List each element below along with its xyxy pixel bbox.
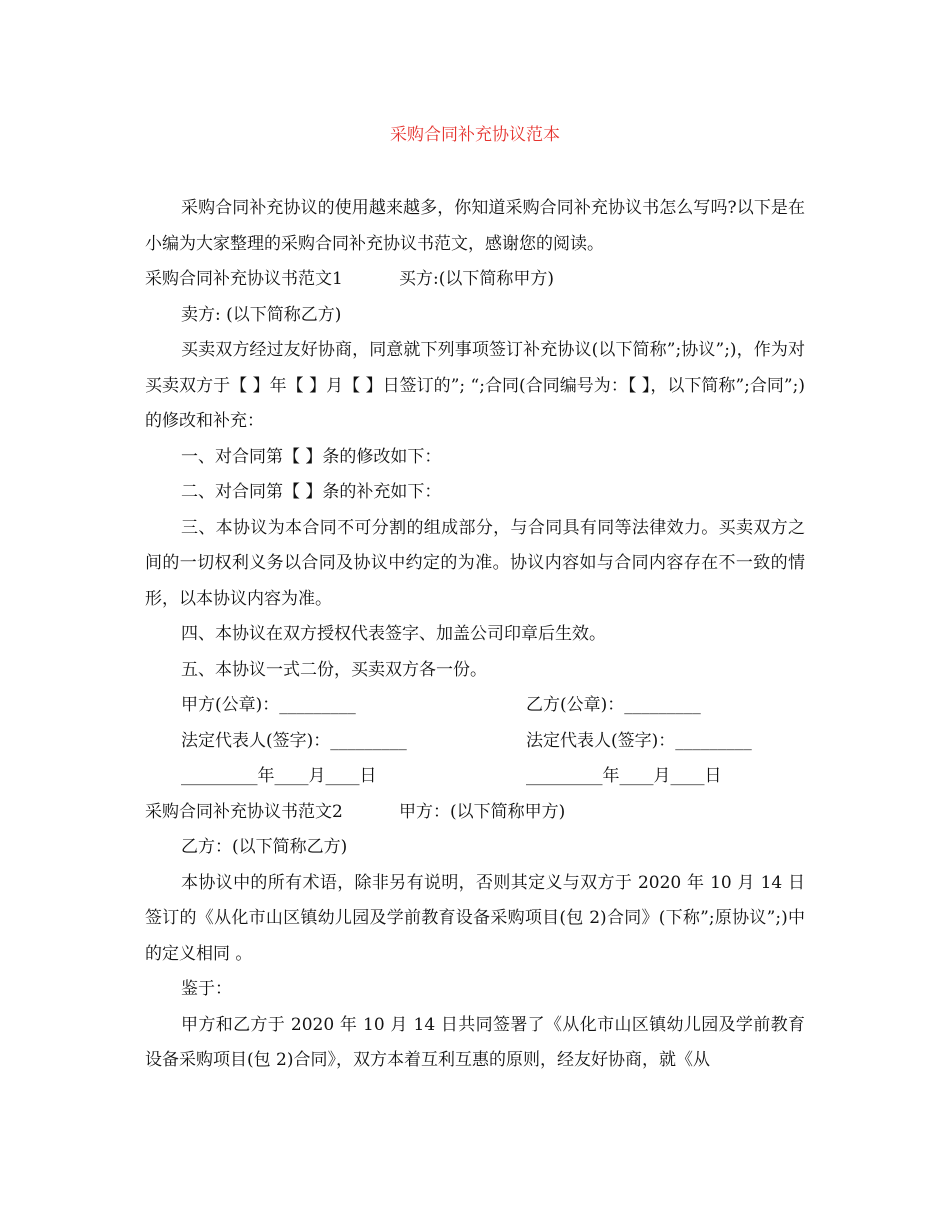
sample1-item-5: 五、本协议一式二份，买卖双方各一份。 [181,659,487,680]
sample2-party-b: 乙方：(以下简称乙方) [181,837,348,857]
sample2-whereas: 鉴于： [181,979,232,999]
party-a-seal: 甲方(公章)：_________ [181,695,356,715]
sample1-item-1: 一、对合同第【 】条的修改如下： [181,446,442,467]
party-b-date: _________年____月____日 [526,766,722,786]
party-b-seal: 乙方(公章)：_________ [526,695,701,715]
sample2-paragraph-2: 甲方和乙方于 2020 年 10 月 14 日共同签署了《从化市山区镇幼儿园及学前教育设备采购项目(包 2)合同》，双方本着互利互惠的原则，经友好协商，就《从 [145,1014,805,1070]
sample2-heading-row [145,795,805,831]
sample1-heading-row [145,262,805,298]
signature-rep-row [145,724,805,760]
sample1-item-4: 四、本协议在双方授权代表签字、加盖公司印章后生效。 [181,624,606,644]
sample1-heading: 采购合同补充协议书范文1 [145,269,343,289]
sample2-paragraph-1: 本协议中的所有术语，除非另有说明，否则其定义与双方于 2020 年 10 月 14 日签订的《从化市山区镇幼儿园及学前教育设备采购项目(包 2)合同》(下称”;原协议”;)中的定义相同 。 [145,872,805,964]
sample1-item-2: 二、对合同第【 】条的补充如下： [181,482,442,502]
sample1-buyer: 买方:(以下简称甲方) [399,269,554,289]
document-body [145,191,805,1079]
party-b-representative: 法定代表人(签字)：_________ [526,730,752,751]
party-a-date: _________年____月____日 [181,766,377,786]
intro-paragraph: 采购合同补充协议的使用越来越多，你知道采购合同补充协议书怎么写吗?以下是在小编为大家整理的采购合同补充协议书范文，感谢您的阅读。 [145,198,805,254]
signature-date-row [145,759,805,795]
sample2-party-a: 甲方：(以下简称甲方) [399,801,566,822]
document-title: 采购合同补充协议范本 [390,125,560,145]
signature-seal-row [145,688,805,724]
sample2-heading: 采购合同补充协议书范文2 [145,801,343,822]
sample1-item-3: 三、本协议为本合同不可分割的组成部分，与合同具有同等法律效力。买卖双方之间的一切权利义务以合同及协议中约定的为准。协议内容如与合同内容存在不一致的情形，以本协议内容为准。 [145,517,805,609]
sample1-seller: 卖方: (以下简称乙方) [181,304,342,325]
party-a-representative: 法定代表人(签字)：_________ [181,730,407,751]
sample1-paragraph: 买卖双方经过友好协商，同意就下列事项签订补充协议(以下简称”;协议”;)，作为对买卖双方于【 】年【 】月【 】日签订的”; “;合同(合同编号为：【 】，以下简称”;合同”;)的修改和补充： [145,340,805,431]
